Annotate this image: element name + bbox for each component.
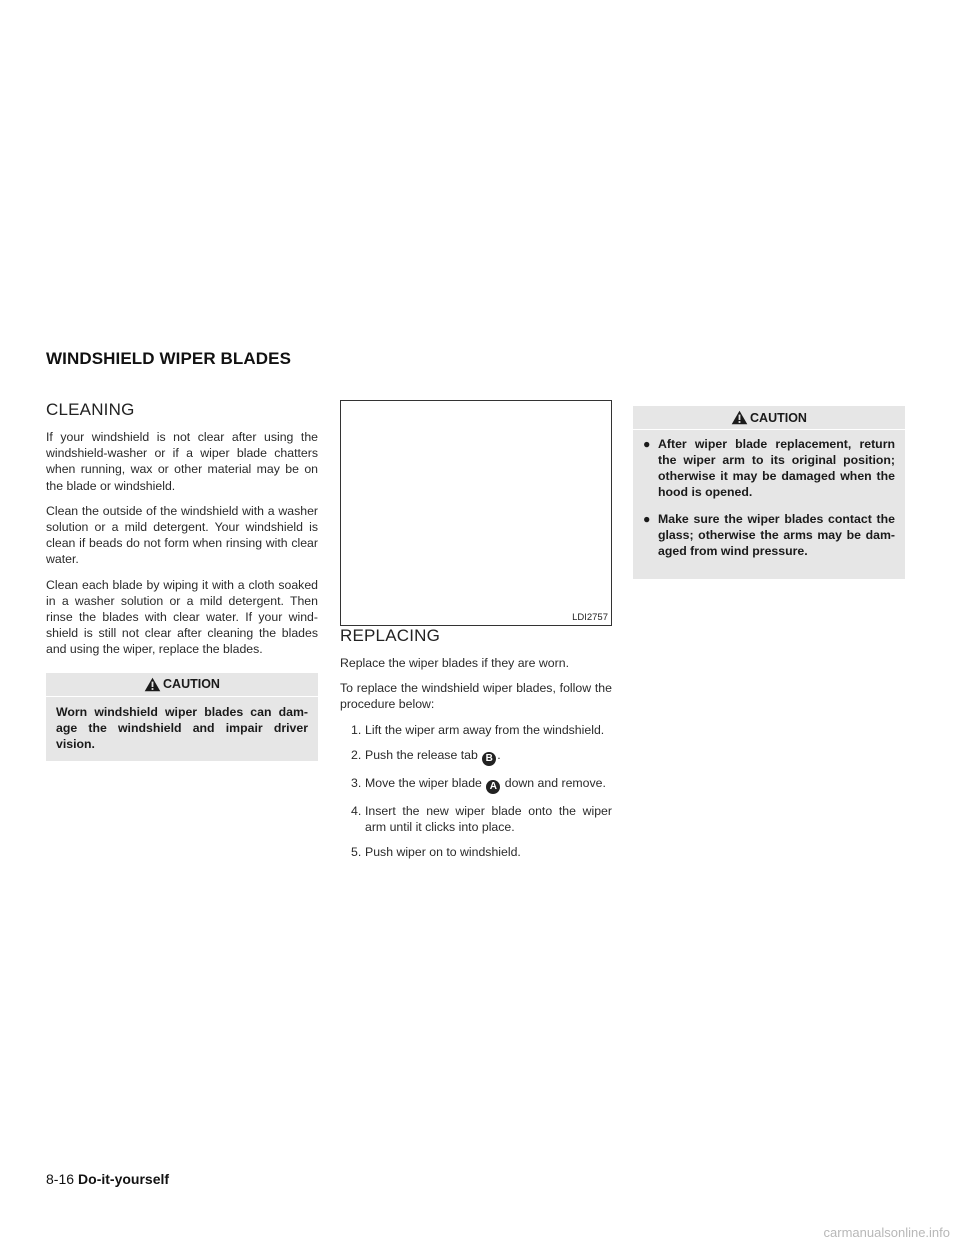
replacing-paragraph-2: To replace the windshield wiper blades, follow the procedure below:: [340, 681, 612, 712]
step-number: 2.: [351, 747, 362, 762]
wiper-illustration: [340, 400, 612, 626]
step-text: Insert the new wiper blade onto the wiper arm until it clicks into place.: [365, 803, 612, 835]
watermark: carmanualsonline.info: [823, 1225, 950, 1240]
caution-label: CAUTION: [163, 677, 220, 692]
replacing-paragraph-1: Replace the wiper blades if they are worn.: [340, 656, 569, 670]
cleaning-paragraph-2: Clean the outside of the windshield with a washer solution or a mild detergent. Your windshield is clean if beads do not form when rinsing with clear water.: [46, 503, 318, 567]
replacing-heading: REPLACING: [340, 626, 441, 645]
bullet-icon: ●: [643, 437, 651, 451]
callout-a-icon: A: [486, 780, 500, 794]
caution-text: Worn windshield wiper blades can dam-age the windshield and impair driver vision.: [56, 704, 308, 751]
caution-label: CAUTION: [750, 410, 807, 425]
callout-b-icon: B: [482, 752, 496, 766]
page-footer: [46, 1171, 169, 1187]
step-number: 3.: [351, 775, 362, 790]
step-text: Move the wiper blade: [365, 775, 486, 790]
caution-column: [633, 400, 905, 579]
cleaning-paragraph-3: Clean each blade by wiping it with a cloth soaked in a washer solution or a mild detergent. Then rinse the blades with clear water. If your wind-shield is still not clear after cleaning the blades and using the wiper, replace the blades.: [46, 577, 318, 657]
step-text-end: down and remove.: [501, 775, 606, 790]
page-number: 8-16: [46, 1171, 75, 1187]
section-title: WINDSHIELD WIPER BLADES: [46, 349, 292, 368]
step-text: Lift the wiper arm away from the windshield.: [365, 722, 605, 737]
figure-label: LDI2757: [572, 612, 608, 623]
step-number: 5.: [351, 845, 362, 860]
step-text: Push wiper on to windshield.: [365, 845, 521, 860]
step-item: [340, 844, 612, 860]
step-item: [340, 747, 612, 766]
replacement-steps: [340, 722, 612, 861]
step-number: 1.: [351, 722, 362, 737]
bullet-icon: ●: [643, 512, 651, 526]
warning-triangle-icon: [731, 410, 748, 425]
caution-box-cleaning: [46, 673, 318, 761]
bullet-text: After wiper blade replacement, return the wiper arm to its original position; otherwise it may be damaged when the hood is opened.: [658, 437, 895, 499]
caution-box-replacing: [633, 406, 905, 579]
warning-triangle-icon: [144, 677, 161, 692]
step-item: [340, 803, 612, 835]
caution-header: [633, 406, 905, 430]
cleaning-heading: CLEANING: [46, 400, 135, 419]
chapter-label: Do-it-yourself: [78, 1171, 170, 1187]
step-text-end: .: [497, 747, 501, 762]
step-text: Push the release tab: [365, 747, 482, 762]
replacing-column: [340, 400, 612, 869]
caution-bullet: [643, 511, 895, 559]
cleaning-paragraph-1: If your windshield is not clear after using the windshield-washer or if a wiper blade chatters when running, wax or other material may be on the blade or windshield.: [46, 430, 318, 493]
caution-header: [46, 673, 318, 697]
caution-bullet-list: [643, 436, 895, 559]
bullet-text: Make sure the wiper blades contact the glass; otherwise the arms may be dam-aged from wind pressure.: [658, 512, 895, 558]
caution-bullet: [643, 436, 895, 500]
step-item: [340, 722, 612, 738]
step-item: [340, 775, 612, 794]
step-number: 4.: [351, 803, 362, 818]
cleaning-column: [46, 400, 318, 761]
